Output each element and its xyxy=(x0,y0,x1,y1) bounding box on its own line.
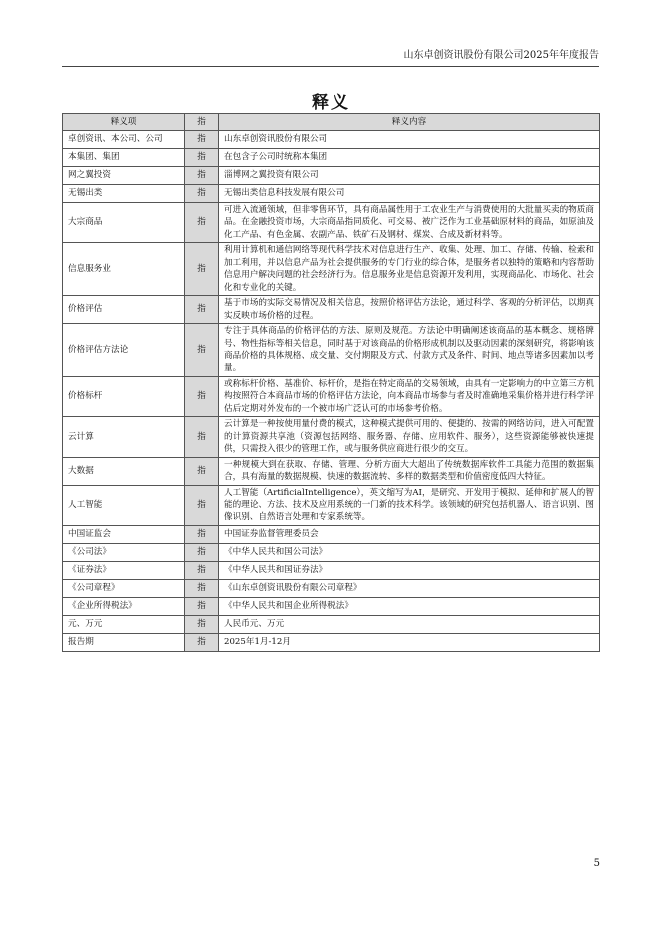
definition-cell: 无锡出类信息科技发展有限公司 xyxy=(219,185,600,203)
definition-cell: 淄博网之翼投资有限公司 xyxy=(219,167,600,185)
table-row xyxy=(63,185,600,203)
ref-cell: 指 xyxy=(185,579,219,597)
definition-cell: 在包含子公司时统称本集团 xyxy=(219,149,600,167)
term-cell: 元、万元 xyxy=(63,615,185,633)
table-row xyxy=(63,597,600,615)
ref-cell: 指 xyxy=(185,457,219,485)
term-cell: 网之翼投资 xyxy=(63,167,185,185)
definition-cell: 人工智能（ArtificialIntelligence），英文缩写为AI，是研究、开发用于模拟、延伸和扩展人的智能的理论、方法、技术及应用系统的一门新的技术科学。该领域的研究包括机器人、语言识别、图像识别、自然语言处理和专家系统等。 xyxy=(219,485,600,525)
table-row xyxy=(63,324,600,377)
ref-cell: 指 xyxy=(185,324,219,377)
section-title: 释义 xyxy=(312,93,350,113)
term-cell: 本集团、集团 xyxy=(63,149,185,167)
term-cell: 云计算 xyxy=(63,417,185,457)
ref-cell: 指 xyxy=(185,525,219,543)
table-row xyxy=(63,131,600,149)
ref-cell: 指 xyxy=(185,167,219,185)
header-term: 释义项 xyxy=(63,114,185,131)
table-row xyxy=(63,417,600,457)
term-cell: 报告期 xyxy=(63,633,185,651)
definition-cell: 人民币元、万元 xyxy=(219,615,600,633)
ref-cell: 指 xyxy=(185,417,219,457)
page-header xyxy=(62,46,599,67)
term-cell: 卓创资讯、本公司、公司 xyxy=(63,131,185,149)
definition-cell: 《中华人民共和国企业所得税法》 xyxy=(219,597,600,615)
table-row xyxy=(63,543,600,561)
report-title: 山东卓创资讯股份有限公司2025年年度报告 xyxy=(403,50,599,61)
term-cell: 《证券法》 xyxy=(63,561,185,579)
table-row xyxy=(63,203,600,243)
definition-cell: 利用计算机和通信网络等现代科学技术对信息进行生产、收集、处理、加工、存储、传输、检索和加工利用，并以信息产品为社会提供服务的专门行业的综合体，是服务者以独特的策略和内容帮助信息用户解决问题的社会经济行为。信息服务业是信息资源开发利用，实现商品化、市场化、社会化和专业化的关键。 xyxy=(219,243,600,296)
ref-cell: 指 xyxy=(185,243,219,296)
term-cell: 信息服务业 xyxy=(63,243,185,296)
table-row xyxy=(63,615,600,633)
ref-cell: 指 xyxy=(185,597,219,615)
definition-cell: 中国证券监督管理委员会 xyxy=(219,525,600,543)
definitions-table xyxy=(62,113,600,652)
term-cell: 中国证监会 xyxy=(63,525,185,543)
table-row xyxy=(63,633,600,651)
table-row xyxy=(63,561,600,579)
table-row xyxy=(63,485,600,525)
table-row xyxy=(63,579,600,597)
definition-cell: 专注于具体商品的价格评估的方法、原则及规范。方法论中明确阐述该商品的基本概念、规格牌号、物性指标等相关信息，同时基于对该商品的价格形成机制以及驱动因素的深刻研究，将影响该商品价格的具体规格、成交量、交付期限及方式、付款方式及条件、时间、地点等诸多因素加以考量。 xyxy=(219,324,600,377)
page-number: 5 xyxy=(593,858,600,869)
definition-cell: 一种规模大到在获取、存储、管理、分析方面大大超出了传统数据库软件工具能力范围的数据集合，具有海量的数据规模、快速的数据流转、多样的数据类型和价值密度低四大特征。 xyxy=(219,457,600,485)
ref-cell: 指 xyxy=(185,376,219,416)
header-definition: 释义内容 xyxy=(219,114,600,131)
term-cell: 价格评估 xyxy=(63,296,185,324)
definition-cell: 《中华人民共和国证券法》 xyxy=(219,561,600,579)
ref-cell: 指 xyxy=(185,485,219,525)
definition-cell: 《山东卓创资讯股份有限公司章程》 xyxy=(219,579,600,597)
term-cell: 《公司章程》 xyxy=(63,579,185,597)
term-cell: 大数据 xyxy=(63,457,185,485)
definition-cell: 基于市场的实际交易情况及相关信息，按照价格评估方法论，通过科学、客观的分析评估，以期真实反映市场价格的过程。 xyxy=(219,296,600,324)
definition-cell: 2025年1月-12月 xyxy=(219,633,600,651)
table-header-row xyxy=(63,114,600,131)
term-cell: 价格标杆 xyxy=(63,376,185,416)
ref-cell: 指 xyxy=(185,149,219,167)
table-row xyxy=(63,243,600,296)
ref-cell: 指 xyxy=(185,203,219,243)
table-row xyxy=(63,525,600,543)
table-row xyxy=(63,376,600,416)
definition-cell: 山东卓创资讯股份有限公司 xyxy=(219,131,600,149)
definition-cell: 《中华人民共和国公司法》 xyxy=(219,543,600,561)
ref-cell: 指 xyxy=(185,633,219,651)
definition-cell: 或称标杆价格、基准价、标杆价，是指在特定商品的交易领域，由具有一定影响力的中立第三方机构按照符合本商品市场的价格评估方法论，向本商品市场参与者及时准确地采集价格并进行科学评估后定期对外发布的一个被市场广泛认可的市场参考价格。 xyxy=(219,376,600,416)
term-cell: 大宗商品 xyxy=(63,203,185,243)
term-cell: 无锡出类 xyxy=(63,185,185,203)
definition-cell: 可进入流通领域，但非零售环节，具有商品属性用于工农业生产与消费使用的大批量买卖的物质商品。在金融投资市场，大宗商品指同质化、可交易、被广泛作为工业基础原材料的商品，如原油及化工产品、有色金属、农副产品、铁矿石及钢材、煤炭、合成及新材料等。 xyxy=(219,203,600,243)
ref-cell: 指 xyxy=(185,615,219,633)
table-row xyxy=(63,149,600,167)
table-row xyxy=(63,296,600,324)
ref-cell: 指 xyxy=(185,185,219,203)
term-cell: 《企业所得税法》 xyxy=(63,597,185,615)
ref-cell: 指 xyxy=(185,131,219,149)
table-row xyxy=(63,167,600,185)
table-row xyxy=(63,457,600,485)
ref-cell: 指 xyxy=(185,543,219,561)
header-ref: 指 xyxy=(185,114,219,131)
ref-cell: 指 xyxy=(185,561,219,579)
term-cell: 价格评估方法论 xyxy=(63,324,185,377)
definition-cell: 云计算是一种按使用量付费的模式，这种模式提供可用的、便捷的、按需的网络访问，进入可配置的计算资源共享池（资源包括网络、服务器、存储、应用软件、服务），这些资源能够被快速提供，只需投入很少的管理工作，或与服务供应商进行很少的交互。 xyxy=(219,417,600,457)
ref-cell: 指 xyxy=(185,296,219,324)
term-cell: 人工智能 xyxy=(63,485,185,525)
term-cell: 《公司法》 xyxy=(63,543,185,561)
